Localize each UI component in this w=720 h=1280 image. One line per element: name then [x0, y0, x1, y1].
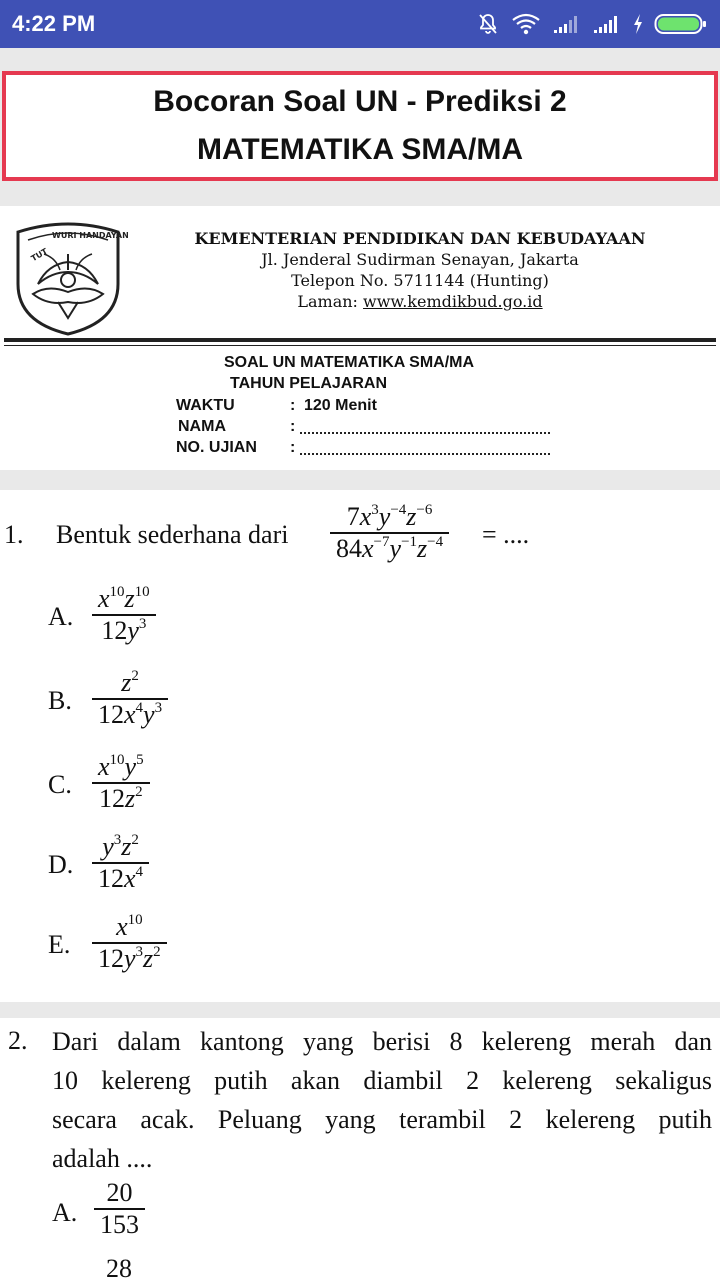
- wifi-icon: [510, 12, 542, 36]
- question-line: 10 kelereng putih akan diambil 2 kelereng sekaligus: [52, 1066, 712, 1095]
- question-line: secara acak. Peluang yang terambil 2 kelereng putih: [52, 1105, 712, 1134]
- notifications-off-icon: [476, 12, 500, 36]
- option-label: B.: [48, 686, 72, 715]
- blank-line: [300, 453, 550, 455]
- option-label: A.: [52, 1198, 78, 1227]
- status-icons: [476, 10, 708, 38]
- numerator: 28: [106, 1254, 132, 1280]
- option-label: E.: [48, 930, 71, 959]
- ministry-website: [160, 291, 680, 312]
- svg-text:WURI HANDAYANI: WURI HANDAYANI: [52, 231, 128, 240]
- question-text: Bentuk sederhana dari: [56, 520, 289, 549]
- numerator: 20: [106, 1178, 133, 1207]
- option-label: A.: [48, 602, 74, 631]
- option-label: D.: [48, 850, 74, 879]
- question-expression: $7x^3y^{-4}z^{-6}$ $84x^{-7}y^{-1}z^{-4}$: [330, 502, 449, 564]
- option-d-expression[interactable]: $y^3z^2$ $12x^4$: [92, 832, 149, 894]
- ministry-address: Jl. Jenderal Sudirman Senayan, Jakarta: [261, 250, 579, 269]
- question-1: [0, 490, 720, 1002]
- option-b-expression[interactable]: $z^2$ $12x^4y^3$: [92, 668, 168, 730]
- website-label: Laman:: [297, 292, 364, 311]
- option-a-fraction[interactable]: [94, 1178, 145, 1240]
- ministry-phone: Telepon No. 5711144 (Hunting): [291, 271, 549, 290]
- exam-title: SOAL UN MATEMATIKA SMA/MA: [224, 354, 475, 371]
- field-value: 120 Menit: [304, 397, 377, 414]
- question-text: [52, 1022, 712, 1178]
- exam-header-image: [0, 206, 720, 470]
- ministry-name: KEMENTERIAN PENDIDIKAN DAN KEBUDAYAAN: [194, 229, 646, 248]
- option-b-fraction[interactable]: [100, 1254, 138, 1280]
- field-label: WAKTU: [176, 397, 235, 414]
- status-time: 4:22 PM: [12, 11, 96, 36]
- title-line-2: MATEMATIKA SMA/MA: [196, 133, 524, 166]
- title-line-1: Bocoran Soal UN - Prediksi 2: [153, 85, 567, 118]
- denominator: 153: [100, 1209, 139, 1239]
- question-number: 1.: [4, 520, 24, 549]
- title-card: [2, 71, 718, 181]
- website-link: www.kemdikbud.go.id: [363, 292, 543, 311]
- header-divider-thin: [4, 345, 716, 346]
- header-divider-thick: [4, 338, 716, 342]
- option-label: C.: [48, 770, 72, 799]
- question-line: Dari dalam kantong yang berisi 8 kelereng merah dan: [52, 1027, 712, 1056]
- charging-icon: [632, 13, 644, 35]
- signal-icon: [592, 13, 622, 35]
- question-line: adalah ....: [52, 1144, 153, 1173]
- ministry-info: [160, 228, 680, 312]
- ministry-logo: [8, 214, 128, 343]
- blank-line: [300, 432, 550, 434]
- option-e-expression[interactable]: $x^{10}$ $12y^3z^2$: [92, 912, 167, 974]
- question-suffix: = ....: [482, 520, 530, 549]
- signal-icon: [552, 13, 582, 35]
- academic-year: TAHUN PELAJARAN: [230, 375, 388, 392]
- svg-text:TUT: TUT: [29, 246, 50, 264]
- field-colon: :: [290, 439, 296, 456]
- option-a-expression[interactable]: $x^{10}z^{10}$ $12y^3$: [92, 584, 156, 646]
- option-c-expression[interactable]: $x^{10}y^5$ $12z^2$: [92, 752, 150, 814]
- field-label: NAMA: [178, 418, 226, 435]
- field-colon: :: [290, 397, 296, 414]
- question-2: [0, 1018, 720, 1280]
- field-label: NO. UJIAN: [176, 439, 257, 456]
- question-number: 2.: [8, 1026, 28, 1055]
- status-bar: [0, 0, 720, 48]
- field-colon: :: [290, 418, 296, 435]
- battery-icon: [654, 12, 708, 36]
